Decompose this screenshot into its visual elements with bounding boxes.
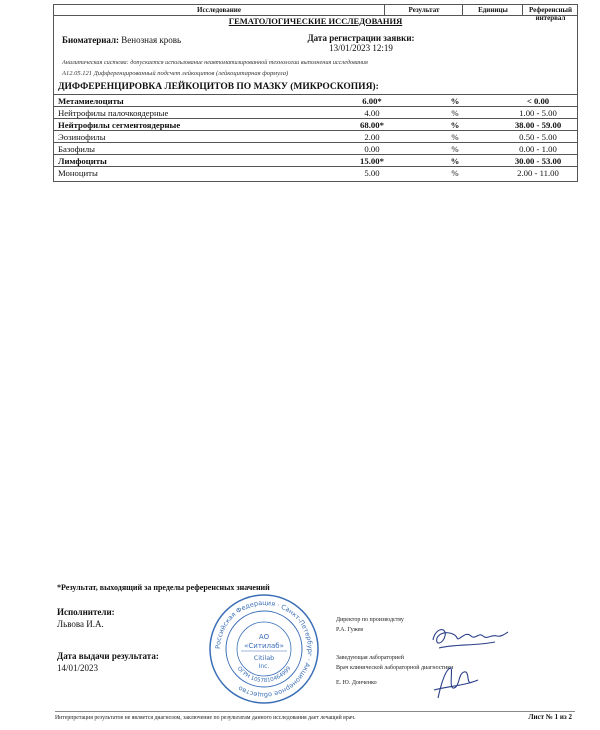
table-row [54, 119, 577, 131]
test-ref: 0.00 - 1.00 [499, 143, 577, 155]
stamp-ao: АО [258, 633, 270, 641]
registration-value: 13/01/2023 12:19 [329, 43, 393, 53]
stamp-inc: Inc. [258, 663, 270, 670]
issue-date: 14/01/2023 [57, 663, 99, 673]
stamp-name: «Ситилаб» [244, 642, 284, 650]
head-signature [428, 660, 483, 705]
test-unit: % [411, 131, 499, 143]
out-of-range-note: *Результат, выходящий за пределы референсных значений [57, 583, 270, 592]
biomaterial-value: Венозная кровь [121, 35, 182, 45]
test-name: Лимфоциты [54, 155, 333, 167]
table-row [54, 131, 577, 143]
test-name: Метамиелоциты [54, 95, 333, 107]
biomaterial-label: Биоматериал: [62, 35, 120, 45]
table-row [54, 155, 577, 167]
test-unit: % [411, 167, 499, 179]
head-name: Е. Ю. Донченко [336, 680, 377, 686]
table-row [54, 107, 577, 119]
head-subtitle: Врач клинической лабораторной диагностики [336, 665, 454, 671]
stamp-ring-text: Российская Федерация · Санкт-Петербург · Акционерное общество [213, 598, 315, 700]
director-signature [425, 620, 510, 655]
company-stamp [208, 593, 320, 705]
performer-name: Львова И.А. [57, 619, 104, 629]
col-result-header: Результат [384, 5, 463, 15]
diff-title: ДИФФЕРЕНЦИРОВКА ЛЕЙКОЦИТОВ ПО МАЗКУ (МИКРОСКОПИЯ): [58, 82, 379, 92]
performers-label: Исполнители: [57, 607, 115, 617]
test-ref: 2.00 - 11.00 [499, 167, 577, 179]
section-title: ГЕМАТОЛОГИЧЕСКИЕ ИССЛЕДОВАНИЯ [228, 16, 403, 26]
test-unit: % [411, 155, 499, 167]
test-unit: % [411, 95, 499, 107]
test-ref: 1.00 - 5.00 [499, 107, 577, 119]
test-value: 15.00* [333, 155, 411, 167]
test-value: 2.00 [333, 131, 411, 143]
test-ref: < 0.00 [499, 95, 577, 107]
test-value: 5.00 [333, 167, 411, 179]
results-block [53, 4, 578, 182]
test-name: Нейтрофилы палочкоядерные [54, 107, 333, 119]
test-value: 4.00 [333, 107, 411, 119]
table-row [54, 95, 577, 107]
registration-label: Дата регистрации заявки: [307, 33, 415, 43]
col-study-header: Исследование [197, 6, 241, 14]
registration-date [286, 33, 436, 53]
col-units-header: Единицы [462, 5, 523, 15]
issue-date-label: Дата выдачи результата: [57, 651, 159, 661]
director-name: Р.А. Гужев [336, 627, 364, 633]
test-name: Эозинофилы [54, 131, 333, 143]
test-name: Базофилы [54, 143, 333, 155]
head-title: Заведующая лабораторией [336, 655, 404, 661]
test-name: Нейтрофилы сегментоядерные [54, 119, 333, 131]
results-table [54, 94, 577, 178]
test-code: A12.05.121 Дифференцированный подсчет лейкоцитов (лейкоцитарная формула) [62, 70, 289, 77]
stamp-ogrn: ОГРН 1057810464999 [235, 665, 293, 685]
test-ref: 0.50 - 5.00 [499, 131, 577, 143]
test-ref: 38.00 - 59.00 [499, 119, 577, 131]
table-row [54, 143, 577, 155]
director-title: Директор по производству [336, 617, 404, 623]
test-value: 68.00* [333, 119, 411, 131]
disclaimer: Интерпретация результатов не является диагнозом, заключение по результатам данного исследования дает лечащий врач. [55, 715, 356, 721]
stamp-latin: Citilab [253, 654, 275, 662]
test-ref: 30.00 - 53.00 [499, 155, 577, 167]
test-unit: % [411, 107, 499, 119]
col-ref-header: Референсный интервал [522, 5, 578, 15]
test-unit: % [411, 143, 499, 155]
footer-divider [55, 711, 575, 712]
sheet-number: Лист № 1 из 2 [528, 713, 572, 721]
test-name: Моноциты [54, 167, 333, 179]
test-value: 6.00* [333, 95, 411, 107]
analytic-note: Аналитическая система: допускается использование неавтоматизированной технологии выполнения исследования [62, 59, 368, 66]
test-unit: % [411, 119, 499, 131]
table-row [54, 167, 577, 179]
biomaterial [62, 35, 181, 45]
test-value: 0.00 [333, 143, 411, 155]
